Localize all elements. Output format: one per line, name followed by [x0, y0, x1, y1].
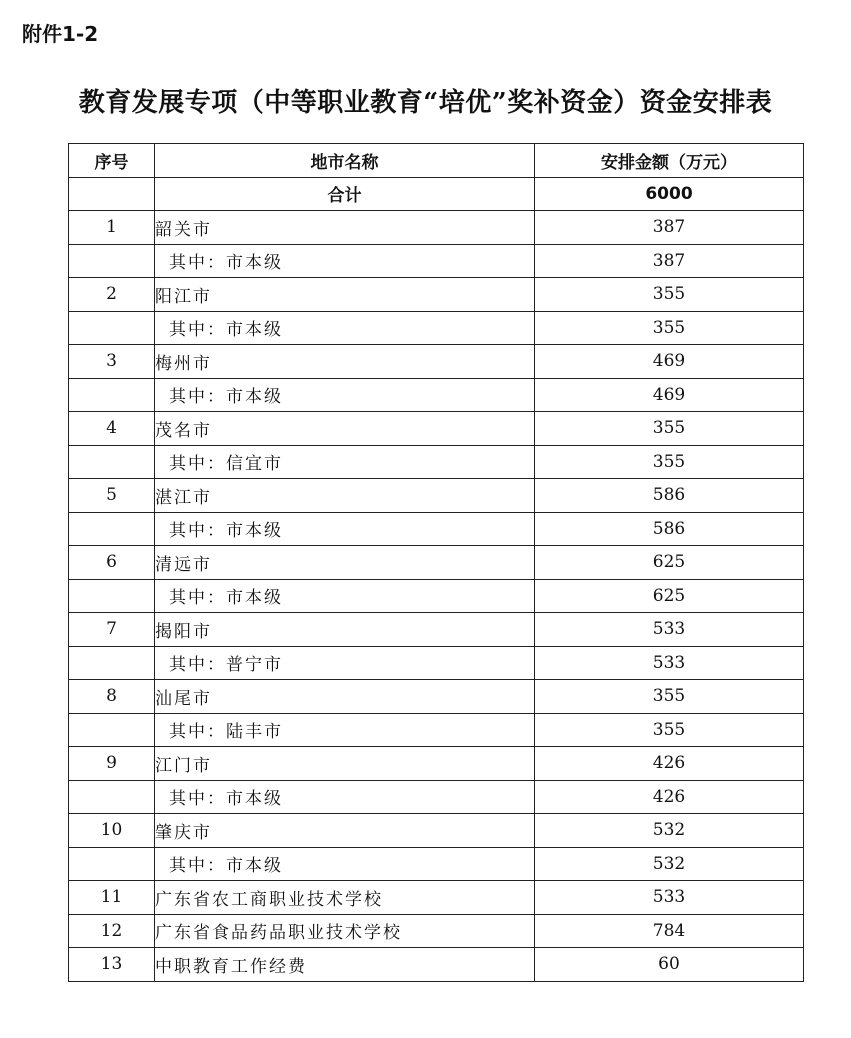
row-index: 9	[69, 747, 155, 781]
table-row	[69, 847, 804, 881]
row-index: 3	[69, 345, 155, 379]
row-amount: 533	[535, 613, 804, 647]
table-row	[69, 747, 804, 781]
row-index	[69, 378, 155, 412]
row-index: 1	[69, 211, 155, 245]
total-index-cell	[69, 177, 155, 211]
header-amount: 安排金额（万元）	[535, 144, 804, 178]
row-index: 5	[69, 479, 155, 513]
row-sub-name: 其中：市本级	[155, 512, 535, 546]
row-name: 肇庆市	[155, 814, 535, 848]
row-index	[69, 579, 155, 613]
table-row	[69, 881, 804, 915]
table-row	[69, 244, 804, 278]
row-name: 清远市	[155, 546, 535, 580]
table-row	[69, 412, 804, 446]
table-row	[69, 479, 804, 513]
document-title: 教育发展专项（中等职业教育“培优”奖补资金）资金安排表	[78, 88, 773, 118]
row-name: 广东省食品药品职业技术学校	[155, 914, 535, 948]
row-amount: 625	[535, 546, 804, 580]
row-sub-name: 其中：信宜市	[155, 445, 535, 479]
row-amount: 532	[535, 814, 804, 848]
row-index: 11	[69, 881, 155, 915]
table-row	[69, 546, 804, 580]
table-row	[69, 780, 804, 814]
table-row	[69, 713, 804, 747]
row-name: 江门市	[155, 747, 535, 781]
row-amount: 355	[535, 445, 804, 479]
row-amount: 355	[535, 311, 804, 345]
row-index: 2	[69, 278, 155, 312]
row-amount: 533	[535, 646, 804, 680]
row-sub-name: 其中：市本级	[155, 378, 535, 412]
row-name: 湛江市	[155, 479, 535, 513]
row-sub-name: 其中：市本级	[155, 579, 535, 613]
table-row	[69, 948, 804, 982]
row-index	[69, 445, 155, 479]
table-row	[69, 579, 804, 613]
row-amount: 532	[535, 847, 804, 881]
row-name: 广东省农工商职业技术学校	[155, 881, 535, 915]
row-sub-name: 其中：陆丰市	[155, 713, 535, 747]
row-index: 6	[69, 546, 155, 580]
row-name: 韶关市	[155, 211, 535, 245]
table-row	[69, 646, 804, 680]
row-name: 梅州市	[155, 345, 535, 379]
table-row	[69, 378, 804, 412]
row-name: 揭阳市	[155, 613, 535, 647]
row-amount: 355	[535, 713, 804, 747]
row-amount: 426	[535, 747, 804, 781]
table-row	[69, 345, 804, 379]
row-amount: 784	[535, 914, 804, 948]
row-index: 7	[69, 613, 155, 647]
table-row	[69, 914, 804, 948]
row-amount: 355	[535, 278, 804, 312]
table-row	[69, 613, 804, 647]
row-index: 4	[69, 412, 155, 446]
total-amount: 6000	[535, 177, 804, 211]
table-row	[69, 512, 804, 546]
row-amount: 355	[535, 412, 804, 446]
table-row	[69, 680, 804, 714]
header-city-name: 地市名称	[155, 144, 535, 178]
row-amount: 469	[535, 378, 804, 412]
total-label: 合计	[155, 177, 535, 211]
row-index	[69, 713, 155, 747]
row-index: 10	[69, 814, 155, 848]
table-row	[69, 311, 804, 345]
row-index: 8	[69, 680, 155, 714]
row-amount: 533	[535, 881, 804, 915]
row-amount: 586	[535, 479, 804, 513]
row-index: 12	[69, 914, 155, 948]
table-row	[69, 445, 804, 479]
row-amount: 387	[535, 244, 804, 278]
row-index	[69, 780, 155, 814]
row-amount: 625	[535, 579, 804, 613]
row-index	[69, 847, 155, 881]
row-sub-name: 其中：市本级	[155, 847, 535, 881]
row-sub-name: 其中：市本级	[155, 311, 535, 345]
row-amount: 355	[535, 680, 804, 714]
allocation-table	[68, 143, 804, 982]
table-body	[69, 177, 804, 981]
row-amount: 60	[535, 948, 804, 982]
row-amount: 426	[535, 780, 804, 814]
row-sub-name: 其中：市本级	[155, 244, 535, 278]
row-index	[69, 646, 155, 680]
header-index: 序号	[69, 144, 155, 178]
row-index	[69, 244, 155, 278]
row-amount: 387	[535, 211, 804, 245]
row-index	[69, 311, 155, 345]
row-name: 阳江市	[155, 278, 535, 312]
table-row	[69, 814, 804, 848]
row-name: 茂名市	[155, 412, 535, 446]
row-index	[69, 512, 155, 546]
row-amount: 586	[535, 512, 804, 546]
row-amount: 469	[535, 345, 804, 379]
row-name: 汕尾市	[155, 680, 535, 714]
table-row	[69, 278, 804, 312]
table-row	[69, 211, 804, 245]
total-row	[69, 177, 804, 211]
row-sub-name: 其中：普宁市	[155, 646, 535, 680]
row-sub-name: 其中：市本级	[155, 780, 535, 814]
row-name: 中职教育工作经费	[155, 948, 535, 982]
attachment-label: 附件1-2	[22, 22, 99, 46]
row-index: 13	[69, 948, 155, 982]
table-header-row	[69, 144, 804, 178]
